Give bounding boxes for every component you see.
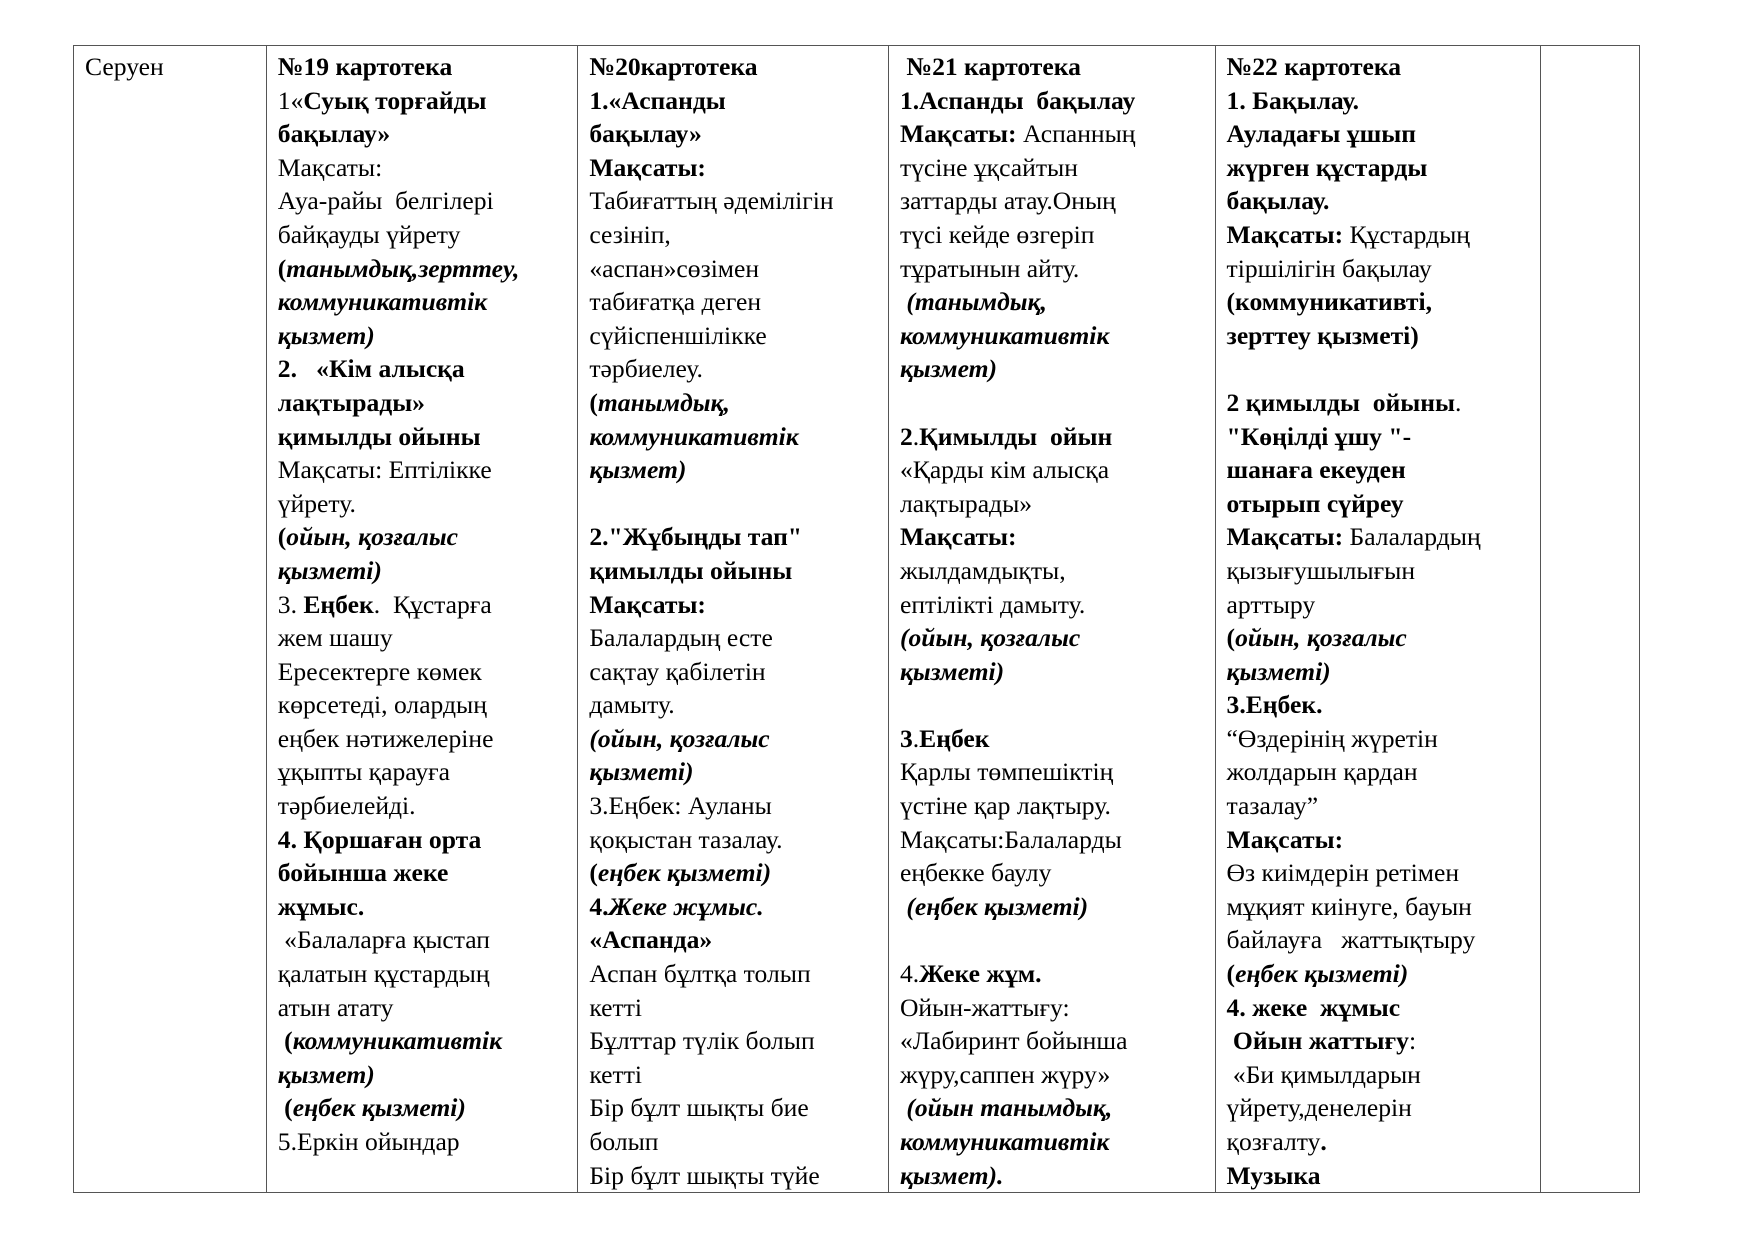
text-line (900, 621, 1205, 655)
text-line (278, 1058, 568, 1092)
text-line (589, 923, 878, 957)
text-run: жүрген құстарды (1226, 152, 1428, 182)
text-run: (ойын, қозғалыс (589, 723, 770, 753)
text-run: қызмет) (277, 320, 375, 350)
text-line (1227, 755, 1531, 789)
text-run: атын атату (277, 992, 394, 1022)
text-line (1227, 823, 1531, 857)
text-line (278, 991, 568, 1025)
text-run: байлауға жаттықтыру (1226, 925, 1476, 955)
text-run: Жеке жұм. (919, 959, 1042, 989)
text-run: ойын, қозғалыс (1235, 623, 1407, 653)
text-run: 3. (277, 589, 304, 619)
text-line (278, 554, 568, 588)
text-run: Суық торғайды (303, 85, 487, 115)
text-run: . (912, 723, 920, 753)
text-line (1227, 1024, 1531, 1058)
text-line (1227, 420, 1531, 454)
text-run: лақтырады» (899, 488, 1033, 518)
text-run: (ойын, қозғалыс (899, 623, 1081, 653)
text-run: Қарлы төмпешіктің (899, 757, 1114, 787)
text-line (1227, 386, 1531, 420)
text-line (900, 218, 1205, 252)
card-title: №20картотека (589, 52, 758, 81)
text-run: лақтырады» (277, 387, 425, 417)
text-line (1227, 588, 1531, 622)
text-run: Ауа-райы белгілері (277, 186, 494, 216)
text-line (278, 520, 568, 554)
text-line (278, 184, 568, 218)
text-line (1227, 487, 1531, 521)
text-run: табиғатқа деген (589, 287, 762, 317)
text-line (278, 655, 568, 689)
text-run: кетті (589, 1059, 642, 1089)
text-run: 1« (277, 85, 304, 115)
text-line (900, 957, 1205, 991)
text-run: байқауды үйрету (277, 219, 461, 249)
text-run: . (1454, 387, 1462, 417)
text-line (278, 722, 568, 756)
text-line (900, 890, 1205, 924)
text-run: тіршілігін бақылау (1226, 253, 1432, 283)
text-line (1227, 84, 1531, 118)
text-line (589, 453, 878, 487)
text-run: түсіне ұқсайтын (899, 152, 1078, 182)
text-run: коммуникативтік (589, 421, 799, 451)
text-line (589, 588, 878, 622)
text-line (1227, 1159, 1531, 1192)
text-run: (еңбек қызметі) (899, 891, 1089, 921)
text-run: ( (277, 1026, 293, 1056)
text-run: сезініп, (589, 219, 671, 249)
text-line (589, 1159, 878, 1192)
text-line (900, 117, 1205, 151)
text-line (278, 823, 568, 857)
text-run: отырып сүйреу (1226, 488, 1404, 518)
text-run: бақылау» (277, 119, 391, 149)
text-line (1227, 117, 1531, 151)
text-line (1227, 520, 1531, 554)
text-line (900, 520, 1205, 554)
text-run: қызметі) (899, 656, 1005, 686)
plan-cell-card-20 (578, 46, 889, 1192)
text-line (278, 117, 568, 151)
text-line (1227, 1058, 1531, 1092)
text-line (589, 722, 878, 756)
text-run: ойын, қозғалыс (286, 522, 459, 552)
text-run: бақылау» (589, 119, 702, 149)
text-run: еңбекке баулу (899, 858, 1052, 888)
text-line (589, 117, 878, 151)
text-line (1227, 453, 1531, 487)
text-line (278, 621, 568, 655)
text-line (278, 688, 568, 722)
text-run: 2."Жұбыңды тап" (589, 522, 803, 552)
text-run: 4. Қоршаған орта (277, 824, 482, 854)
text-line (1227, 890, 1531, 924)
text-run: Аспан бұлтқа толып (589, 959, 811, 989)
text-line (589, 991, 878, 1025)
text-run: Ересектерге көмек (277, 656, 482, 686)
text-run: «Қарды кім алысқа (899, 455, 1110, 485)
text-run: сүйіспеншілікке (589, 320, 767, 350)
text-run: 2 (899, 421, 913, 451)
text-line (589, 252, 878, 286)
text-line (1227, 319, 1531, 353)
text-line (900, 823, 1205, 857)
text-line (278, 352, 568, 386)
text-run: Бұлттар түлік болып (589, 1026, 815, 1056)
text-line (278, 151, 568, 185)
text-line (900, 84, 1205, 118)
text-line (900, 420, 1205, 454)
text-line (278, 453, 568, 487)
text-run: Еңбек (303, 589, 374, 619)
text-line (1227, 688, 1531, 722)
text-run: еңбек қызметі) (1235, 959, 1409, 989)
text-run: еңбек нәтижелеріне (277, 723, 494, 753)
text-run: қызметі) (277, 555, 382, 585)
card-title: №21 картотека (899, 52, 1081, 81)
text-run: коммуникативтік (899, 320, 1110, 350)
text-line (278, 957, 568, 991)
text-line (278, 386, 568, 420)
text-run: 5.Еркін ойындар (277, 1127, 460, 1156)
text-run: жұмыс. (277, 891, 365, 921)
text-run: танымдық,зерттеу, (286, 253, 520, 283)
text-run: мұқият киінуге, бауын (1226, 891, 1472, 921)
text-run: «Аспанда» (589, 925, 713, 955)
text-run: заттарды атау.Оның (899, 186, 1116, 216)
text-run: қоқыстан тазалау. (589, 824, 783, 854)
text-line (589, 420, 878, 454)
text-line (278, 588, 568, 622)
text-line (278, 1125, 568, 1159)
text-line (589, 285, 878, 319)
text-line (589, 957, 878, 991)
text-line (278, 755, 568, 789)
text-run: Ойын жаттығу (1226, 1026, 1409, 1056)
text-line (589, 688, 878, 722)
text-run: Балалардың есте (589, 623, 773, 653)
text-run: 3.Еңбек: Ауланы (589, 791, 772, 821)
text-run: Табиғаттың әдемілігін (589, 186, 834, 216)
row-label-cell (74, 46, 267, 1192)
text-line (1227, 352, 1531, 386)
text-run: ( (277, 1093, 293, 1123)
text-line (900, 655, 1205, 689)
text-line (1227, 789, 1531, 823)
text-run: қызмет) (277, 1059, 375, 1089)
text-run: «аспан»сөзімен (589, 253, 760, 283)
text-line (1227, 1125, 1531, 1159)
text-line (589, 1058, 878, 1092)
text-run: Музыка (1226, 1160, 1321, 1190)
text-line (278, 420, 568, 454)
text-line (1227, 655, 1531, 689)
text-line (900, 688, 1205, 722)
text-run: Ойын-жаттығу: (899, 992, 1070, 1022)
text-line (900, 554, 1205, 588)
text-run: (танымдық, (899, 287, 1047, 317)
text-run: 3 (899, 723, 913, 753)
card-title: №22 картотека (1226, 52, 1402, 81)
text-run: ( (277, 522, 287, 552)
text-line (1227, 554, 1531, 588)
text-line (278, 218, 568, 252)
text-run: Мақсаты: (1226, 522, 1344, 552)
text-run: коммуникативтік (899, 1127, 1110, 1156)
text-line (900, 487, 1205, 521)
text-run: қызмет) (899, 354, 998, 384)
text-line (589, 1125, 878, 1159)
text-line (900, 923, 1205, 957)
text-line (589, 184, 878, 218)
text-run: Мақсаты: (589, 152, 706, 182)
text-line (278, 1024, 568, 1058)
text-run: ( (1226, 959, 1236, 989)
text-line (1227, 991, 1531, 1025)
text-line (1227, 285, 1531, 319)
text-line (278, 923, 568, 957)
text-run: үйрету. (277, 488, 356, 518)
text-run: түсі кейде өзгеріп (899, 219, 1095, 249)
text-run: тәрбиелеу. (589, 354, 703, 384)
text-run: Мақсаты: (589, 589, 706, 619)
text-run: шанаға екеуден (1226, 455, 1406, 485)
text-run: қимылды ойыны (277, 421, 481, 451)
text-run: қызмет). (899, 1160, 1004, 1190)
text-run: «Балаларға қыстап (277, 925, 490, 955)
text-line (589, 520, 878, 554)
text-line (900, 151, 1205, 185)
text-run: 1. Бақылау. (1226, 85, 1360, 115)
text-run: Мақсаты: (277, 152, 383, 182)
text-run: Ауладағы ұшып (1226, 119, 1416, 149)
text-line (1227, 722, 1531, 756)
text-line (278, 285, 568, 319)
text-run: қызығушылығын (1226, 555, 1416, 585)
text-run: ( (589, 858, 598, 888)
text-run: : (1408, 1026, 1417, 1056)
text-run: жылдамдықты, (899, 555, 1066, 585)
text-run: тұратынын айту. (899, 253, 1080, 283)
text-run: ( (589, 387, 598, 417)
text-run: Мақсаты: (899, 119, 1017, 149)
text-line (1227, 856, 1531, 890)
text-line (900, 1091, 1205, 1125)
text-run: Өз киімдерін ретімен (1226, 858, 1460, 888)
text-line (278, 890, 568, 924)
text-line (589, 319, 878, 353)
text-line (1227, 621, 1531, 655)
text-run: коммуникативтік (292, 1026, 503, 1056)
text-run: Құстардың (1343, 219, 1470, 249)
text-run: “Өздерінің жүретін (1226, 723, 1438, 753)
text-line (900, 252, 1205, 286)
text-run: 4. жеке жұмыс (1226, 992, 1401, 1022)
text-run: "Көңілді ұшу "- (1226, 421, 1412, 451)
text-line (1227, 923, 1531, 957)
text-run: 3.Еңбек. (1226, 690, 1323, 720)
plan-cell-card-21 (889, 46, 1216, 1192)
text-line (900, 856, 1205, 890)
text-run: дамыту. (589, 690, 675, 720)
text-line (278, 252, 568, 286)
text-line (900, 1024, 1205, 1058)
text-line (278, 487, 568, 521)
text-line (589, 789, 878, 823)
text-run: жүру,саппен жүру» (899, 1059, 1111, 1089)
text-run: (ойын танымдық, (899, 1093, 1113, 1123)
text-run: 4. (589, 891, 609, 921)
text-run: 4. (899, 959, 920, 989)
text-line (589, 755, 878, 789)
text-line (589, 823, 878, 857)
text-run: бойынша жеке (277, 858, 449, 888)
text-line (278, 789, 568, 823)
text-run: ( (1226, 623, 1236, 653)
text-run: Қимылды ойын (919, 421, 1113, 451)
text-line (900, 453, 1205, 487)
text-line (900, 352, 1205, 386)
text-run: жем шашу (277, 623, 393, 653)
text-line (589, 890, 878, 924)
text-run: болып (589, 1127, 659, 1156)
text-run: Мақсаты: Ептілікке (277, 455, 492, 485)
text-line (900, 285, 1205, 319)
text-run: (коммуникативті, (1226, 287, 1433, 317)
text-line (589, 487, 878, 521)
text-line (278, 856, 568, 890)
text-run: 2. «Кім алысқа (277, 354, 465, 384)
text-run: қозғалту (1226, 1127, 1321, 1156)
text-line (278, 1091, 568, 1125)
text-run: 1.«Аспанды (589, 85, 726, 115)
text-line (278, 84, 568, 118)
text-run: Жеке жұмыс. (608, 891, 764, 921)
text-run: 1.Аспанды бақылау (899, 85, 1136, 115)
text-run: тазалау” (1226, 791, 1319, 821)
text-line (589, 218, 878, 252)
text-run: . (1320, 1127, 1327, 1156)
text-run: ептілікті дамыту. (899, 589, 1086, 619)
text-run: Бір бұлт шықты бие (589, 1093, 809, 1123)
row-label: Серуен (85, 52, 164, 81)
text-line (900, 184, 1205, 218)
text-run: Мақсаты:Балаларды (899, 824, 1122, 854)
text-line (589, 151, 878, 185)
text-line (1227, 218, 1531, 252)
text-line (1227, 252, 1531, 286)
text-line (589, 352, 878, 386)
text-run: коммуникативтік (277, 287, 488, 317)
text-line (900, 319, 1205, 353)
text-run: Еңбек (919, 723, 990, 753)
text-run: сақтау қабілетін (589, 656, 766, 686)
text-line (900, 991, 1205, 1025)
text-run: қызметі) (589, 757, 694, 787)
text-run: еңбек қызметі) (292, 1093, 466, 1123)
text-run: ( (277, 253, 287, 283)
text-line (1227, 957, 1531, 991)
text-run: кетті (589, 992, 642, 1022)
text-run: еңбек қызметі) (597, 858, 772, 888)
text-line (589, 1024, 878, 1058)
text-line (589, 655, 878, 689)
text-run: арттыру (1226, 589, 1316, 619)
text-run: Аспанның (1016, 119, 1136, 149)
text-run: Мақсаты: (899, 522, 1017, 552)
text-run: 2 қимылды ойыны (1226, 387, 1455, 417)
text-line (1227, 151, 1531, 185)
text-run: . (912, 421, 920, 451)
text-line (900, 755, 1205, 789)
plan-cell-card-19 (267, 46, 579, 1192)
text-run: Бір бұлт шықты түйе (589, 1160, 820, 1190)
plan-cell-card-22 (1216, 46, 1542, 1192)
text-run: қалатын құстардың (277, 959, 490, 989)
text-line (278, 319, 568, 353)
text-line (589, 856, 878, 890)
text-run: . Құстарға (373, 589, 492, 619)
text-run: жолдарын қардан (1226, 757, 1418, 787)
text-line (1227, 1091, 1531, 1125)
text-run: үстіне қар лақтыру. (899, 791, 1111, 821)
text-run: тәрбиелейді. (277, 791, 416, 821)
text-run: ұқыпты қарауға (277, 757, 450, 787)
text-line (900, 1159, 1205, 1192)
schedule-table (73, 45, 1640, 1193)
text-line (900, 588, 1205, 622)
card-title: №19 картотека (277, 52, 453, 81)
text-run: Мақсаты: (1226, 219, 1344, 249)
text-run: зерттеу қызметі) (1226, 320, 1419, 350)
text-run: Мақсаты: (1226, 824, 1344, 854)
text-run: қызмет) (589, 455, 687, 485)
text-run: «Би қимылдарын (1226, 1059, 1421, 1089)
text-line (900, 789, 1205, 823)
text-line (900, 1058, 1205, 1092)
text-line (589, 84, 878, 118)
text-line (900, 722, 1205, 756)
text-run: қимылды ойыны (589, 555, 793, 585)
text-line (900, 1125, 1205, 1159)
text-line (589, 386, 878, 420)
text-line (900, 386, 1205, 420)
text-run: үйрету,денелерін (1226, 1093, 1412, 1123)
text-line (589, 621, 878, 655)
text-line (1227, 184, 1531, 218)
text-run: бақылау. (1226, 186, 1330, 216)
text-run: қызметі) (1226, 656, 1331, 686)
text-line (589, 1091, 878, 1125)
text-run: көрсетеді, олардың (277, 690, 487, 720)
empty-cell (1541, 46, 1639, 1192)
text-run: танымдық, (597, 387, 730, 417)
text-run: Балалардың (1343, 522, 1481, 552)
text-line (589, 554, 878, 588)
text-run: «Лабиринт бойынша (899, 1026, 1128, 1056)
